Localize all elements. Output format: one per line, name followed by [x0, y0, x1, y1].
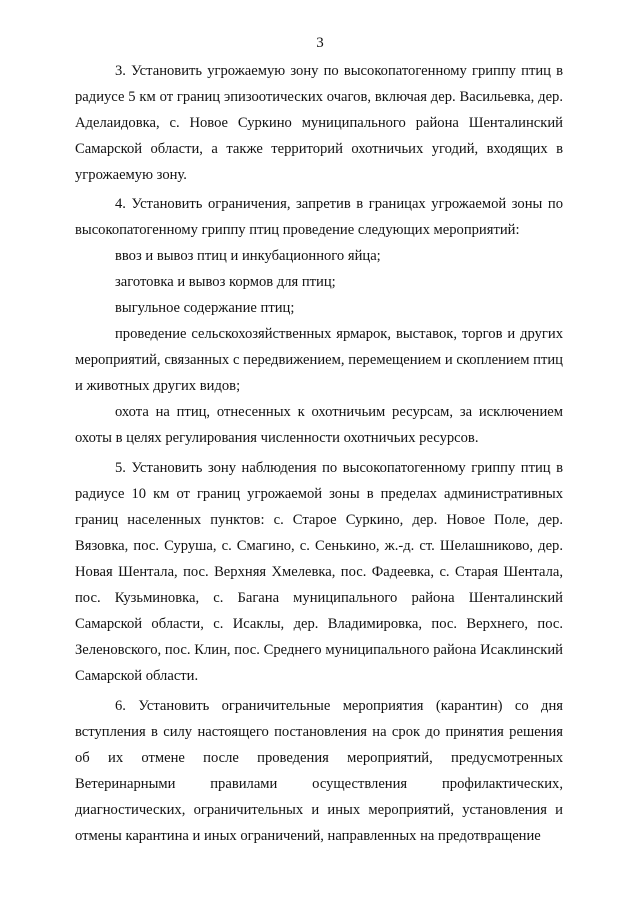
page-number: 3: [316, 35, 324, 51]
paragraph-4-item-4: проведение сельскохозяйственных ярмарок, выставок, торгов и других мероприятий, связанных с передвижением, перемещением и скоплением птиц и животных других видов;: [75, 326, 563, 394]
paragraph-3: 3. Установить угрожаемую зону по высокопатогенному гриппу птиц в радиусе 5 км от границ эпизоотических очагов, включая дер. Васильевка, дер. Аделаидовка, с. Новое Суркино муниципального района Шенталинский Самарской области, а также территорий охотничьих угодий, входящих в угрожаемую зону.: [75, 63, 563, 183]
paragraph-5: 5. Установить зону наблюдения по высокопатогенному гриппу птиц в радиусе 10 км от границ угрожаемой зоны в пределах административных границ населенных пунктов: с. Старое Суркино, дер. Новое Поле, дер. Вязовка, пос. Суруша, с. Смагино, с. Сенькино, ж.-д. ст. Шелашниково, дер. Новая Шентала, пос. Верхняя Хмелевка, пос. Фадеевка, с. Старая Шентала, пос. Кузьминовка, с. Багана муниципального района Шенталинский Самарской области, с. Исаклы, дер. Владимировка, пос. Верхнего, пос. Зеленовского, пос. Клин, пос. Среднего муниципального района Исаклинский Самарской области.: [75, 460, 563, 684]
paragraph-6: 6. Установить ограничительные мероприятия (карантин) со дня вступления в силу настоящего постановления на срок до принятия решения об их отмене после проведения мероприятий, предусмотренных Ветеринарными правилами осуществления профилактических, диагностических, ограничительных и иных мероприятий, установления и отмены карантина и иных ограничений, направленных на предотвращение: [75, 698, 563, 844]
paragraph-4-item-5: охота на птиц, отнесенных к охотничьим ресурсам, за исключением охоты в целях регулирования численности охотничьих ресурсов.: [75, 404, 563, 446]
paragraph-4: 4. Установить ограничения, запретив в границах угрожаемой зоны по высокопатогенному гриппу птиц проведение следующих мероприятий:: [75, 196, 563, 238]
paragraph-4-item-2: заготовка и вывоз кормов для птиц;: [115, 274, 336, 290]
document-body: [75, 58, 563, 849]
paragraph-4-item-1: ввоз и вывоз птиц и инкубационного яйца;: [115, 248, 381, 264]
paragraph-4-item-3: выгульное содержание птиц;: [115, 300, 295, 316]
